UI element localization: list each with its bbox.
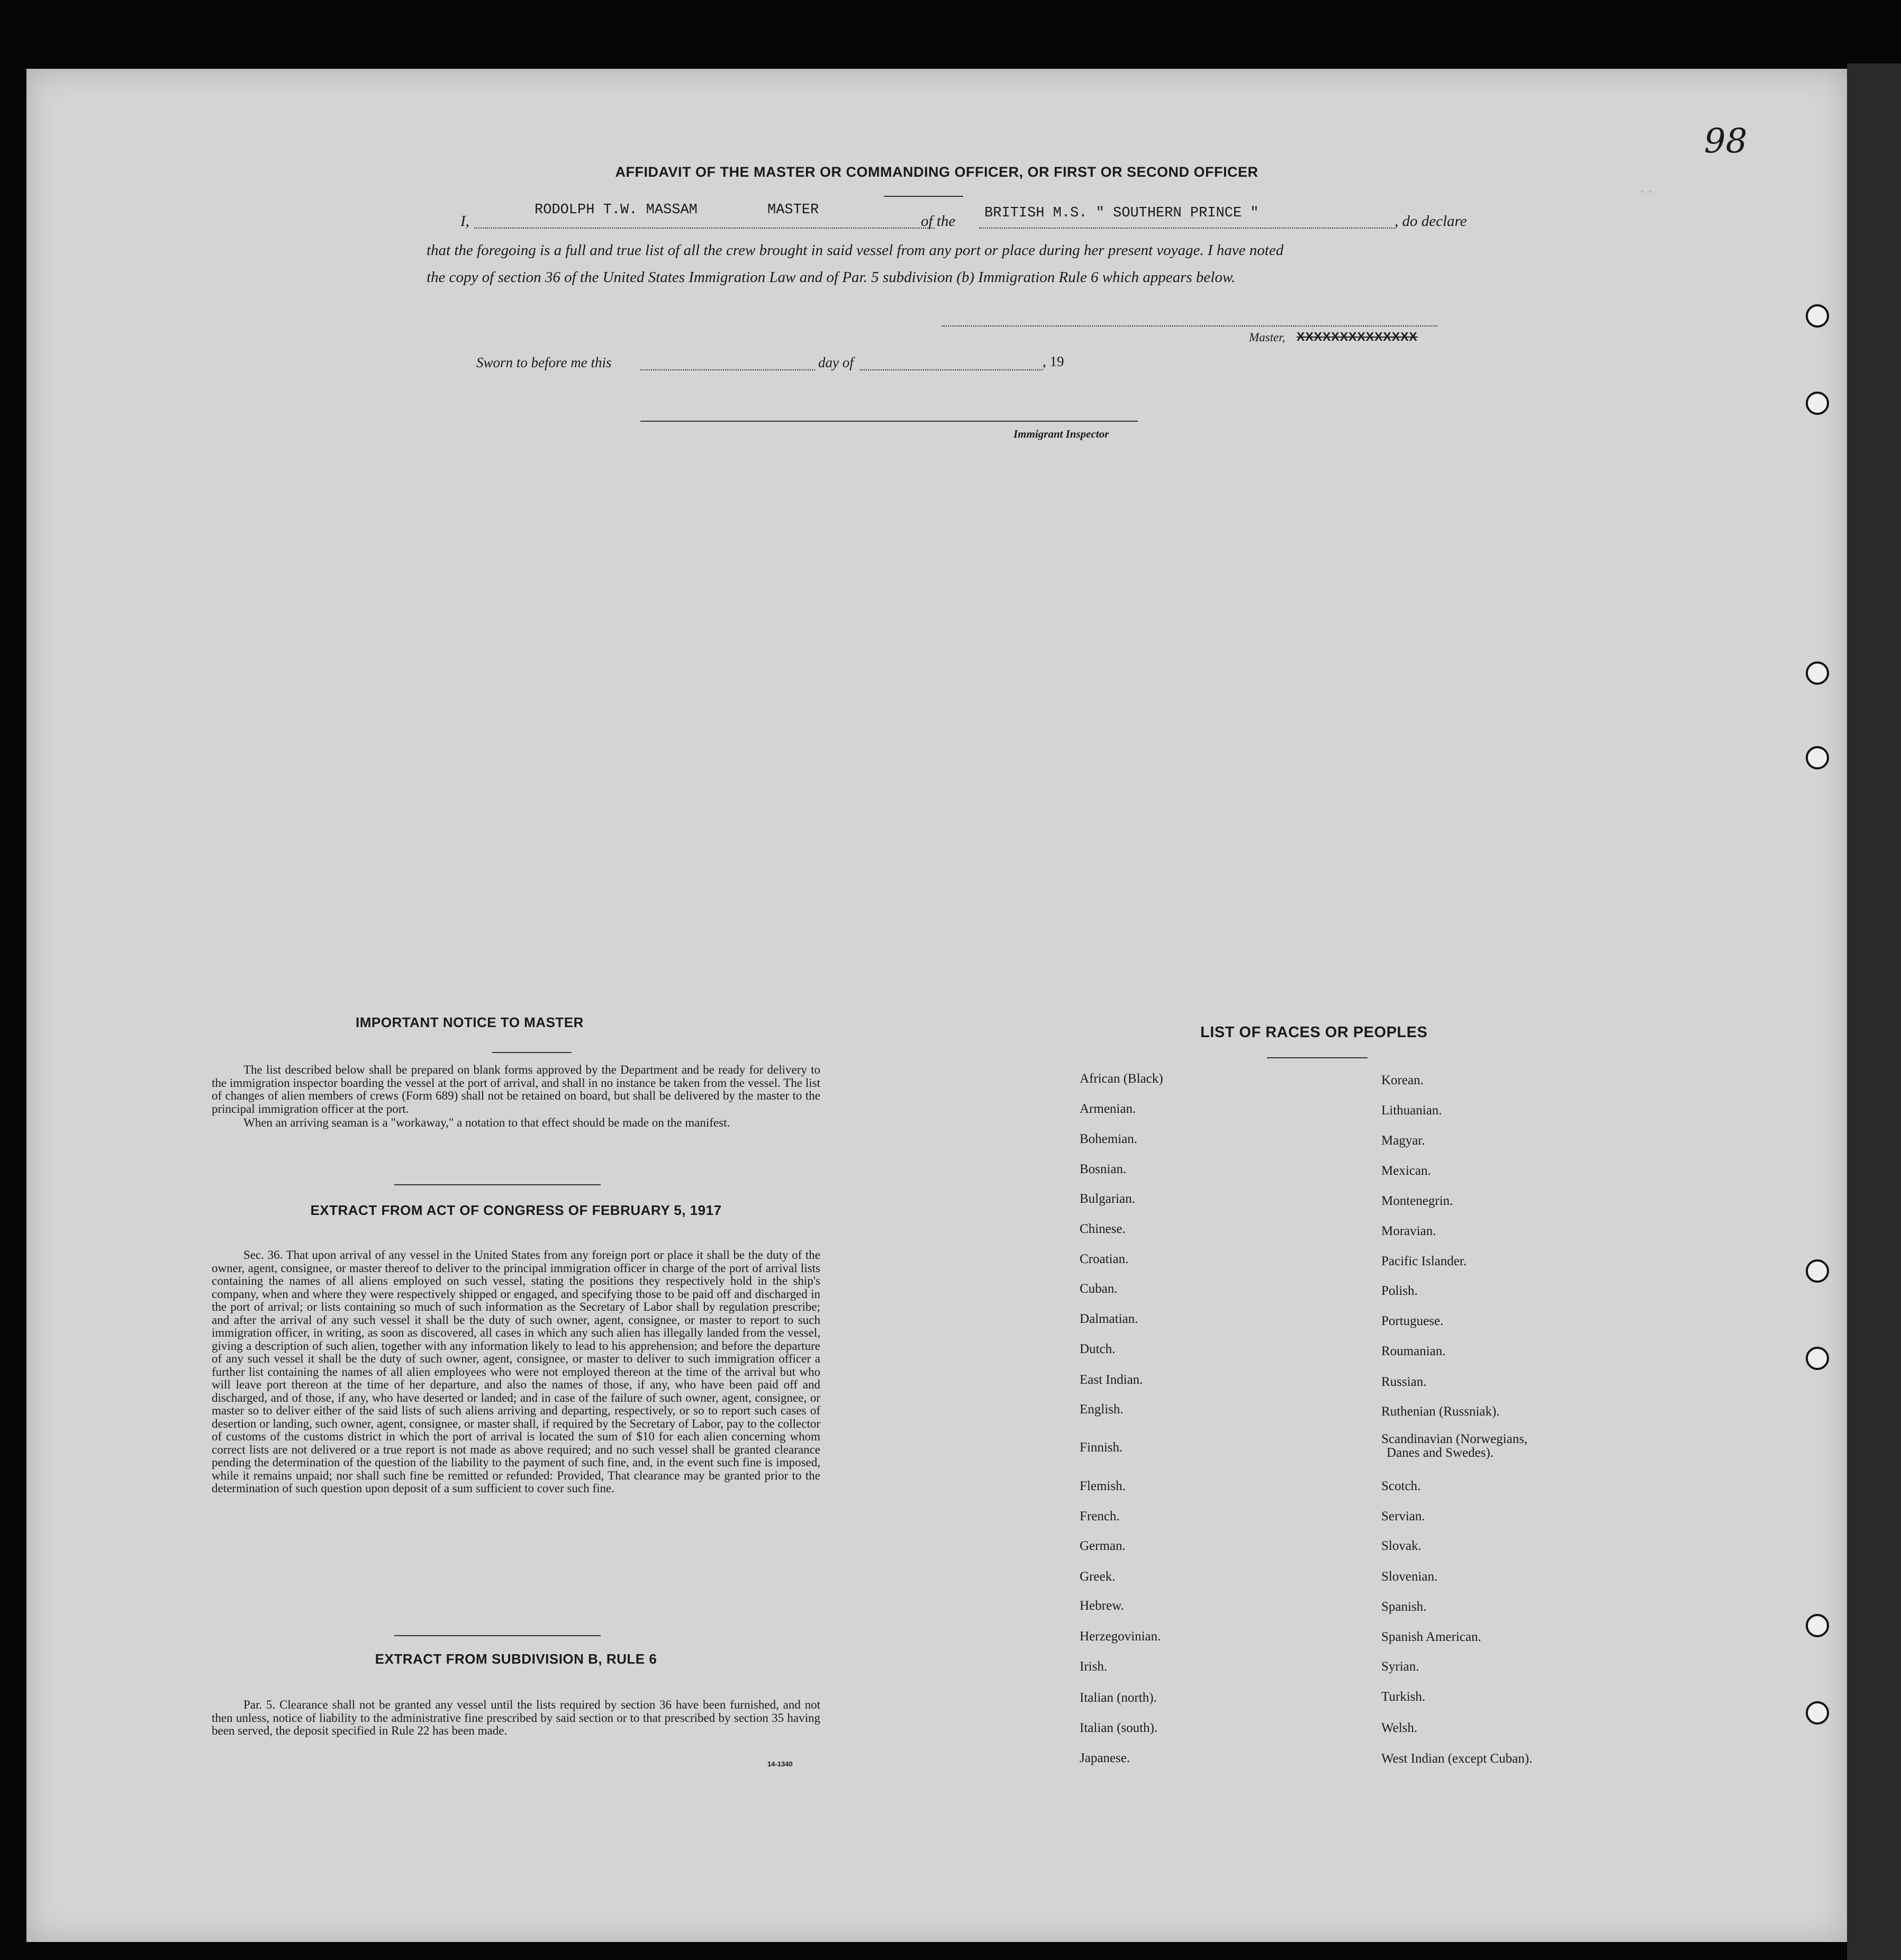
affidavit-line-3: the copy of section 36 of the United States Immigration Law and of Par. 5 subdivision (b) Immigration Rule 6 which appears below. xyxy=(427,269,1236,286)
master-name: RODOLPH T.W. MASSAM xyxy=(535,202,698,218)
binder-hole xyxy=(1806,661,1829,685)
race-item: East Indian. xyxy=(1080,1373,1143,1387)
sworn-day-line xyxy=(640,369,815,370)
race-item: Lithuanian. xyxy=(1381,1103,1442,1118)
scanner-edge xyxy=(1847,63,1901,1960)
race-item: Armenian. xyxy=(1080,1102,1136,1116)
form-number: 14-1340 xyxy=(767,1760,793,1768)
year-label: , 19 xyxy=(1043,353,1064,369)
race-item: Bohemian. xyxy=(1080,1132,1138,1146)
race-item: Roumanian. xyxy=(1381,1344,1446,1358)
act-extract-body: Sec. 36. That upon arrival of any vessel in the United States from any foreign port or place it shall be the duty of the owner, agent, consignee, or master thereof to deliver to the principal immigration officer in charge of the port of arrival lists containing the names of all aliens employed on such vessel, stating the positions they respectively hold in the ship's company, when and where they were respectively shipped or engaged, and specifying those to be paid off and discharged in the port of arrival; or lists containing so much of such information as the Secretary of Labor shall by regulation prescribe; and after the arrival of any such vessel it shall be the duty of such owner, agent, consignee, or master to report to such immigration officer, in writing, as soon as discovered, all cases in which any such alien has illegally landed from the vessel, giving a description of such alien, together with any information likely to lead to his apprehension; and before the departure of any such vessel it shall be the duty of such owner, agent, consignee, or master to deliver to such immigration officer a further list containing the names of all alien employees who were not employed thereon at the time of the arrival but who will leave port thereon at the time of her departure, and also the names of those, if any, who have been paid off and discharged, and of those, if any, who have deserted or landed; and in case of the failure of such owner, agent, consignee, or master so to deliver either of the said lists of such aliens arriving and departing, respectively, or so to report such cases of desertion or landing, such owner, agent, consignee, or master shall, if required by the Secretary of Labor, pay to the collector of customs of the customs district in which the port of arrival is located the sum of $10 for each alien concerning whom correct lists are not delivered or a true report is not made as above required; and no such vessel shall be granted clearance pending the determination of the question of the liability to the payment of such fine, and, in the event such fine is imposed, while it remains unpaid; nor shall such fine be remitted or refunded: Provided, That clearance may be granted prior to the determination of such question upon deposit of a sum sufficient to cover such fine. xyxy=(212,1248,820,1495)
signature-line xyxy=(942,325,1437,326)
race-item: Moravian. xyxy=(1381,1224,1436,1238)
document-page xyxy=(26,69,1847,1942)
race-item: Dutch. xyxy=(1080,1342,1116,1356)
race-item: West Indian (except Cuban). xyxy=(1381,1752,1533,1766)
binder-hole xyxy=(1806,746,1829,769)
divider xyxy=(1267,1057,1368,1058)
divider xyxy=(884,196,963,197)
race-item: Servian. xyxy=(1381,1509,1425,1523)
race-item: Welsh. xyxy=(1381,1721,1418,1735)
divider xyxy=(492,1052,572,1053)
master-label: Master, xyxy=(1249,331,1286,344)
sworn-label: Sworn to before me this xyxy=(476,355,612,370)
race-item: Bulgarian. xyxy=(1080,1192,1135,1206)
affidavit-line-2: that the foregoing is a full and true list of all the crew brought in said vessel from any port or place during her present voyage. I have noted xyxy=(427,242,1284,259)
day-of-label: day of xyxy=(818,355,854,370)
race-item: Turkish. xyxy=(1381,1690,1426,1704)
binder-hole xyxy=(1806,1259,1829,1283)
rule-extract-body: Par. 5. Clearance shall not be granted any vessel until the lists required by section 36 have been furnished, and not then unless, notice of liability to the administrative fine prescribed by said section or to that prescribed by section 35 having been served, the deposit specified in Rule 22 has been made. xyxy=(212,1698,820,1737)
vessel-name: BRITISH M.S. " SOUTHERN PRINCE " xyxy=(984,205,1259,221)
divider xyxy=(394,1635,601,1636)
race-item: German. xyxy=(1080,1539,1126,1553)
race-item: Korean. xyxy=(1381,1073,1424,1087)
of-the-label: of the xyxy=(921,213,956,230)
race-item: Croatian. xyxy=(1080,1252,1129,1266)
inspector-line xyxy=(640,421,1138,422)
race-item: Italian (north). xyxy=(1080,1691,1157,1705)
race-item: Italian (south). xyxy=(1080,1721,1158,1735)
race-item: Montenegrin. xyxy=(1381,1194,1453,1208)
race-item: English. xyxy=(1080,1402,1124,1417)
races-title: LIST OF RACES OR PEOPLES xyxy=(1200,1024,1428,1041)
race-item: Syrian. xyxy=(1381,1659,1419,1674)
race-item: Herzegovinian. xyxy=(1080,1629,1161,1644)
race-item: Polish. xyxy=(1381,1284,1418,1298)
inspector-label: Immigrant Inspector xyxy=(1013,428,1109,440)
notice-paragraph-1: The list described below shall be prepared on blank forms approved by the Department and be ready for delivery to the immigration inspector boarding the vessel at the port of arrival, and shall in no instance be taken from the vessel. The list of changes of alien members of crews (Form 689) shall not be retained on board, but shall be delivered by the master to the principal immigration officer at the port. xyxy=(212,1063,820,1115)
struck-title: XXXXXXXXXXXXXX xyxy=(1297,330,1418,343)
notice-paragraph-2: When an arriving seaman is a "workaway," a notation to that effect should be made on the manifest. xyxy=(243,1116,730,1129)
race-item: Chinese. xyxy=(1080,1222,1126,1236)
race-item: Dalmatian. xyxy=(1080,1312,1138,1326)
race-item: Cuban. xyxy=(1080,1282,1118,1296)
race-item: Spanish American. xyxy=(1381,1630,1481,1644)
race-item: Bosnian. xyxy=(1080,1162,1127,1176)
race-item: Slovenian. xyxy=(1381,1569,1438,1584)
race-item: Spanish. xyxy=(1381,1600,1427,1614)
master-rank: MASTER xyxy=(767,202,819,218)
page-number: 98 xyxy=(1704,122,1748,161)
act-extract-title: EXTRACT FROM ACT OF CONGRESS OF FEBRUARY 5, 1917 xyxy=(310,1202,722,1218)
bleed-through-mark: . . xyxy=(1641,180,1652,196)
race-item: Mexican. xyxy=(1381,1164,1431,1178)
race-item: Greek. xyxy=(1080,1569,1116,1584)
race-item: Hebrew. xyxy=(1080,1599,1124,1613)
race-item: Finnish. xyxy=(1080,1440,1123,1455)
race-item: Danes and Swedes). xyxy=(1387,1446,1494,1460)
binder-hole xyxy=(1806,1701,1829,1725)
race-item: Russian. xyxy=(1381,1375,1427,1389)
race-item: Portuguese. xyxy=(1381,1314,1444,1328)
race-item: Magyar. xyxy=(1381,1133,1425,1148)
rule-extract-title: EXTRACT FROM SUBDIVISION B, RULE 6 xyxy=(375,1651,657,1667)
race-item: Flemish. xyxy=(1080,1479,1126,1493)
binder-hole xyxy=(1806,304,1829,328)
binder-hole xyxy=(1806,1347,1829,1370)
declare-label: , do declare xyxy=(1395,213,1467,230)
binder-hole xyxy=(1806,392,1829,415)
name-line xyxy=(474,228,935,229)
race-item: Slovak. xyxy=(1381,1539,1422,1553)
race-item: Irish. xyxy=(1080,1659,1108,1674)
race-item: Scandinavian (Norwegians, xyxy=(1381,1432,1528,1446)
divider xyxy=(394,1184,601,1185)
race-item: African (Black) xyxy=(1080,1072,1163,1086)
affidavit-lead: I, xyxy=(460,213,469,230)
sworn-month-line xyxy=(860,369,1043,370)
race-item: Ruthenian (Russniak). xyxy=(1381,1404,1500,1419)
race-item: Japanese. xyxy=(1080,1751,1130,1765)
notice-title: IMPORTANT NOTICE TO MASTER xyxy=(356,1014,584,1030)
vessel-line xyxy=(979,228,1395,229)
affidavit-title: AFFIDAVIT OF THE MASTER OR COMMANDING OFFICER, OR FIRST OR SECOND OFFICER xyxy=(615,164,1259,180)
race-item: Scotch. xyxy=(1381,1479,1421,1493)
race-item: French. xyxy=(1080,1509,1120,1523)
binder-hole xyxy=(1806,1614,1829,1637)
race-item: Pacific Islander. xyxy=(1381,1254,1467,1268)
